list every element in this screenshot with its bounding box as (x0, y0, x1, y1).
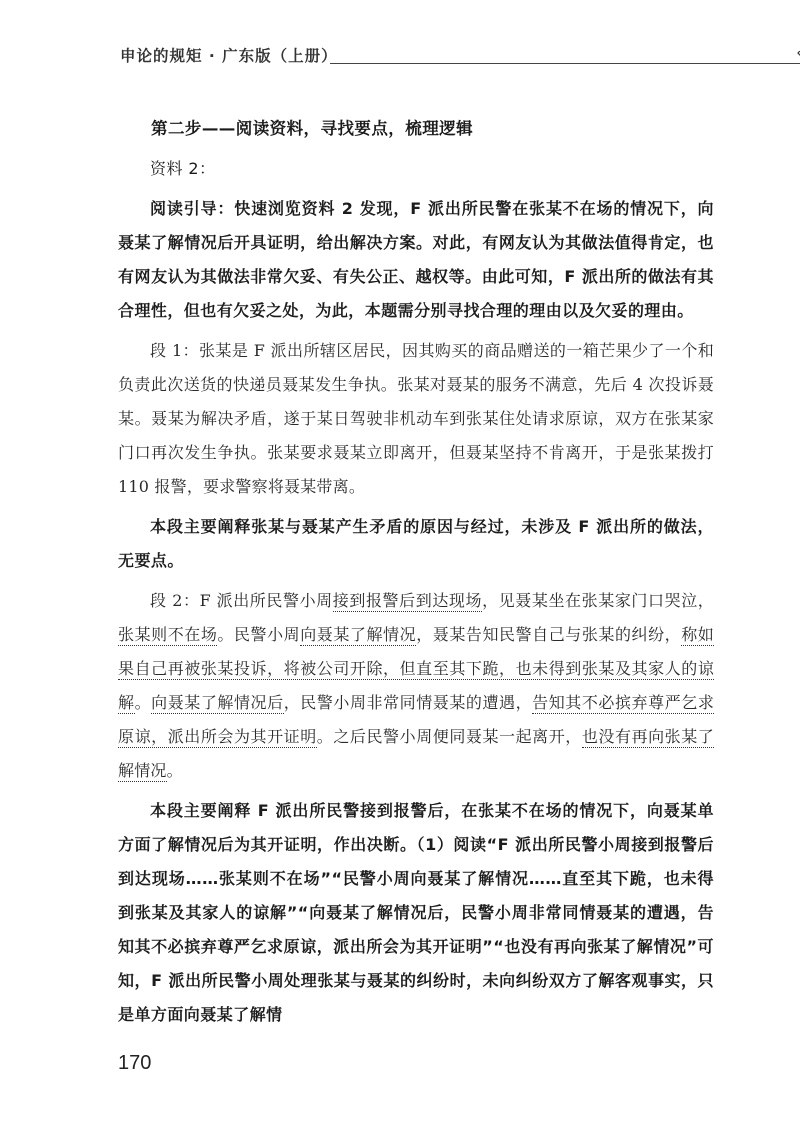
underlined-phrase: 张某则不在场 (118, 625, 218, 644)
underlined-phrase: 向聂某了解情况 (300, 625, 417, 644)
paragraph-2-analysis: 本段主要阐释 F 派出所民警接到报警后，在张某不在场的情况下，向聂某单方面了解情况后为其开证明，作出决断。（1）阅读“F 派出所民警小周接到报警后到达现场……张某则不在场”“民警小周向聂某了解情况……直至其下跪，也未得到张某及其家人的谅解”“向聂某了解情况后，民警小周非常同情聂某的遭遇，告知其不必摈弃尊严乞求原谅，派出所会为其开证明”“也没有再向张某了解情况”可知，F 派出所民警小周处理张某与聂某的纠纷时，未向纠纷双方了解客观事实，只是单方面向聂某了解情 (118, 801, 714, 1024)
page-number: 170 (118, 1052, 152, 1074)
book-title: 申论的规矩 · 广东版（上册） (120, 47, 338, 65)
text-span: ，聂某告知民警自己与张某的纠纷， (416, 625, 682, 644)
text-span: 。之后民警小周便同聂某一起离开， (316, 727, 582, 746)
sprout-icon (796, 46, 800, 72)
underlined-phrase: 也没有再向张某了解情况 (118, 727, 715, 780)
text-span: ，民警小周非常同情聂某的遭遇， (283, 693, 533, 712)
page-body (118, 112, 714, 1038)
material-label: 资料 2： (150, 159, 216, 178)
text-span: 。 (134, 693, 152, 712)
step-heading: 第二步——阅读资料，寻找要点，梳理逻辑 (151, 119, 474, 138)
text-span: 。 (166, 761, 183, 780)
underlined-phrase: 接到报警后到达现场 (332, 591, 483, 610)
text-span: 。民警小周 (217, 625, 301, 644)
text-span: 段 2：F 派出所民警小周 (150, 591, 333, 610)
header-rule (330, 63, 800, 64)
material-paragraph-1: 段 1：张某是 F 派出所辖区居民，因其购买的商品赠送的一箱芒果少了一个和负责此次送货的快递员聂某发生争执。张某对聂某的服务不满意，先后 4 次投诉聂某。聂某为解决矛盾，遂于某日驾驶非机动车到张某住处请求原谅，双方在张某家门口再次发生争执。张某要求聂某立即离开，但聂某坚持不肯离开，于是张某拨打 110 报警，要求警察将聂某带离。 (118, 341, 714, 496)
paragraph-1-analysis: 本段主要阐释张某与聂某产生矛盾的原因与经过，未涉及 F 派出所的做法，无要点。 (118, 517, 714, 570)
reading-guide: 阅读引导：快速浏览资料 2 发现，F 派出所民警在张某不在场的情况下，向聂某了解情况后开具证明，给出解决方案。对此，有网友认为其做法值得肯定，也有网友认为其做法非常欠妥、有失公正、越权等。由此可知，F 派出所的做法有其合理性，但也有欠妥之处，为此，本题需分别寻找合理的理由以及欠妥的理由。 (118, 199, 714, 320)
text-span: ，见聂某坐在张某家门口哭泣， (482, 591, 714, 610)
underlined-phrase: 称如果自己再被张某投诉，将被公司开除，但直至其下跪，也未得到张某及其家人的谅解 (118, 625, 714, 712)
underlined-phrase: 向聂某了解情况后 (151, 693, 284, 712)
underlined-phrase: 告知其不必摈弃尊严乞求原谅，派出所会为其开证明 (118, 693, 715, 746)
running-header (120, 44, 720, 74)
material-paragraph-2 (118, 584, 714, 788)
